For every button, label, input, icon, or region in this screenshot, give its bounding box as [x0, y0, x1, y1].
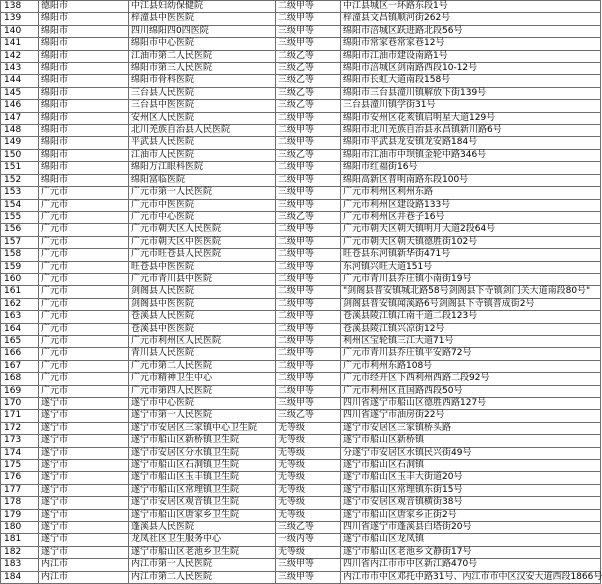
table-row [1, 112, 601, 124]
cell-no: 173 [1, 435, 39, 447]
cell-hospital: 江油市人民医院 [129, 149, 276, 161]
cell-level: 无等级 [276, 509, 341, 521]
table-row [1, 137, 601, 149]
cell-level: 无等级 [276, 546, 341, 558]
cell-no: 176 [1, 472, 39, 484]
cell-no: 159 [1, 261, 39, 273]
cell-hospital: 遂宁市船山区唐家乡卫生院 [129, 509, 276, 521]
cell-address: 苍溪县陵江镇兴凉街12号 [341, 323, 601, 335]
cell-city: 遂宁市 [39, 534, 129, 546]
table-row [1, 13, 601, 25]
cell-hospital: 广元市精神卫生中心 [129, 373, 276, 385]
cell-level: 二级甲等 [276, 261, 341, 273]
cell-no: 166 [1, 348, 39, 360]
cell-hospital: 剑阁县人民医院 [129, 286, 276, 298]
table-row [1, 261, 601, 273]
cell-address: 内江市市中区邓托中路31号、内江市市中区汉安大道西段1866号 [341, 571, 601, 583]
cell-address: 利州区宝轮镇三江大道71号 [341, 335, 601, 347]
cell-hospital: 蓬溪县人民医院 [129, 522, 276, 534]
table-row [1, 460, 601, 472]
table-row [1, 546, 601, 558]
cell-no: 162 [1, 298, 39, 310]
cell-city: 绵阳市 [39, 50, 129, 62]
cell-no: 146 [1, 100, 39, 112]
cell-hospital: 内江市第二人民医院 [129, 571, 276, 583]
cell-address: 绵阳市安州区花荄镇启明星大道129号 [341, 112, 601, 124]
table-body [1, 1, 601, 584]
cell-level: 二级甲等 [276, 348, 341, 360]
cell-city: 广元市 [39, 187, 129, 199]
cell-no: 184 [1, 571, 39, 583]
cell-city: 遂宁市 [39, 497, 129, 509]
cell-level: 无等级 [276, 447, 341, 459]
cell-address: 绵阳市江油市中坝镇金轮中路346号 [341, 149, 601, 161]
cell-no: 153 [1, 187, 39, 199]
cell-level: 二级甲等 [276, 311, 341, 323]
cell-no: 139 [1, 13, 39, 25]
cell-address: 广元市利州区井巷子16号 [341, 211, 601, 223]
cell-level: 二级甲等 [276, 385, 341, 397]
table-row [1, 149, 601, 161]
cell-hospital: 江油市第二人民医院 [129, 50, 276, 62]
cell-address: 绵阳市常家巷常家巷12号 [341, 38, 601, 50]
cell-no: 174 [1, 447, 39, 459]
table-row [1, 38, 601, 50]
cell-level: 无等级 [276, 497, 341, 509]
cell-hospital: 广元市第四人民医院 [129, 385, 276, 397]
cell-city: 内江市 [39, 559, 129, 571]
cell-no: 181 [1, 534, 39, 546]
cell-level: 无等级 [276, 484, 341, 496]
cell-city: 绵阳市 [39, 25, 129, 37]
cell-city: 广元市 [39, 311, 129, 323]
cell-hospital: 绵阳万江眼科医院 [129, 162, 276, 174]
cell-address: 遂宁市船山区唐家乡正街2号 [341, 509, 601, 521]
cell-city: 广元市 [39, 335, 129, 347]
cell-city: 广元市 [39, 199, 129, 211]
cell-level: 二级甲等 [276, 373, 341, 385]
cell-no: 175 [1, 460, 39, 472]
cell-address: 遂宁市安居区观音镇横街38号 [341, 497, 601, 509]
cell-no: 179 [1, 509, 39, 521]
cell-no: 158 [1, 249, 39, 261]
table-row [1, 422, 601, 434]
cell-city: 绵阳市 [39, 63, 129, 75]
cell-no: 150 [1, 149, 39, 161]
cell-address: "剑阁县普安镇城北路58号剑阁县下寺镇剑门关大道南段80号" [341, 286, 601, 298]
cell-city: 广元市 [39, 298, 129, 310]
cell-hospital: 三台县人民医院 [129, 87, 276, 99]
cell-city: 绵阳市 [39, 38, 129, 50]
cell-no: 145 [1, 87, 39, 99]
cell-city: 绵阳市 [39, 162, 129, 174]
table-row [1, 187, 601, 199]
cell-hospital: 广元市朝天区中医医院 [129, 236, 276, 248]
table-row [1, 509, 601, 521]
cell-city: 广元市 [39, 211, 129, 223]
table-row [1, 125, 601, 137]
cell-city: 绵阳市 [39, 13, 129, 25]
cell-address: 遂宁市安居区三家镇桥头路 [341, 422, 601, 434]
cell-city: 遂宁市 [39, 472, 129, 484]
cell-level: 二级甲等 [276, 286, 341, 298]
cell-address: 绵阳市三台县潼川镇解放下街139号 [341, 87, 601, 99]
cell-city: 广元市 [39, 249, 129, 261]
cell-hospital: 苍溪县中医医院 [129, 323, 276, 335]
cell-city: 广元市 [39, 273, 129, 285]
cell-no: 156 [1, 224, 39, 236]
cell-city: 广元市 [39, 261, 129, 273]
cell-city: 广元市 [39, 360, 129, 372]
table-row [1, 472, 601, 484]
cell-hospital: 广元市利州区人民医院 [129, 335, 276, 347]
cell-hospital: 旺苍县中医医院 [129, 261, 276, 273]
cell-hospital: 绵阳市骨科医院 [129, 75, 276, 87]
cell-hospital: 广元市第二人民医院 [129, 360, 276, 372]
cell-city: 遂宁市 [39, 460, 129, 472]
table-row [1, 162, 601, 174]
cell-no: 182 [1, 546, 39, 558]
cell-no: 152 [1, 174, 39, 186]
cell-address: 广元市经开区下西利州西路二段92号 [341, 373, 601, 385]
cell-address: 遂宁市船山区老池乡文静街17号 [341, 546, 601, 558]
cell-hospital: 广元市中心医院 [129, 211, 276, 223]
cell-address: 广元市朝天区朝天镇德胜街102号 [341, 236, 601, 248]
cell-hospital: 剑阁县中医医院 [129, 298, 276, 310]
table-row [1, 410, 601, 422]
table-row [1, 199, 601, 211]
table-row [1, 63, 601, 75]
cell-city: 绵阳市 [39, 149, 129, 161]
cell-level: 二级甲等 [276, 360, 341, 372]
cell-hospital: 梓潼县中医医院 [129, 13, 276, 25]
cell-hospital: 广元市第一人民医院 [129, 187, 276, 199]
cell-level: 无等级 [276, 435, 341, 447]
cell-no: 160 [1, 273, 39, 285]
cell-no: 165 [1, 335, 39, 347]
cell-level: 二级甲等 [276, 298, 341, 310]
cell-city: 广元市 [39, 286, 129, 298]
cell-city: 遂宁市 [39, 484, 129, 496]
cell-address: 遂宁市船山区常理镇东街15号 [341, 484, 601, 496]
cell-address: 广元市利州东路108号 [341, 360, 601, 372]
table-row [1, 447, 601, 459]
cell-hospital: 绵阳富临医院 [129, 174, 276, 186]
cell-address: 广元市青川县乔庄镇平安路72号 [341, 348, 601, 360]
table-row [1, 323, 601, 335]
cell-no: 141 [1, 38, 39, 50]
cell-city: 遂宁市 [39, 522, 129, 534]
cell-no: 171 [1, 410, 39, 422]
cell-level: 三级甲等 [276, 25, 341, 37]
cell-level: 三级乙等 [276, 410, 341, 422]
cell-hospital: 绵阳市第三人民医院 [129, 63, 276, 75]
table-row [1, 335, 601, 347]
cell-no: 164 [1, 323, 39, 335]
cell-no: 161 [1, 286, 39, 298]
cell-no: 142 [1, 50, 39, 62]
cell-no: 148 [1, 125, 39, 137]
cell-address: 四川省遂宁市蓬溪县白塔街20号 [341, 522, 601, 534]
table-row [1, 360, 601, 372]
cell-hospital: 遂宁市船山区老池乡卫生院 [129, 546, 276, 558]
cell-hospital: 广元市朝天区人民医院 [129, 224, 276, 236]
cell-level: 三级甲等 [276, 187, 341, 199]
cell-address: 剑阁县普安镇闻溪路6号剑阁县下寺镇普成街2号 [341, 298, 601, 310]
table-row [1, 1, 601, 13]
cell-address: 遂宁市船山区龙凤镇 [341, 534, 601, 546]
cell-no: 138 [1, 1, 39, 13]
cell-hospital: 中江县妇幼保健院 [129, 1, 276, 13]
table-row [1, 398, 601, 410]
table-row [1, 87, 601, 99]
table-row [1, 100, 601, 112]
table-row [1, 75, 601, 87]
cell-level: 二级甲等 [276, 13, 341, 25]
cell-address: 苍溪县陵江镇江南干道二段123号 [341, 311, 601, 323]
table-row [1, 298, 601, 310]
cell-hospital: 遂宁市船山区石洞镇卫生院 [129, 460, 276, 472]
cell-no: 155 [1, 211, 39, 223]
cell-address: 广元市利州区苴国路西段50号 [341, 385, 601, 397]
cell-city: 绵阳市 [39, 87, 129, 99]
table-row [1, 435, 601, 447]
cell-level: 三级甲等 [276, 571, 341, 583]
cell-city: 遂宁市 [39, 410, 129, 422]
cell-level: 三级乙等 [276, 211, 341, 223]
cell-city: 广元市 [39, 385, 129, 397]
cell-address: 遂宁市船山区新桥镇 [341, 435, 601, 447]
cell-hospital: 遂宁市船山区新桥镇卫生院 [129, 435, 276, 447]
cell-address: 绵阳市红福街16号 [341, 162, 601, 174]
cell-hospital: 遂宁市船山区玉丰镇卫生院 [129, 472, 276, 484]
cell-city: 广元市 [39, 373, 129, 385]
cell-no: 168 [1, 373, 39, 385]
cell-address: 三台县潼川镇学街31号 [341, 100, 601, 112]
cell-city: 遂宁市 [39, 422, 129, 434]
cell-no: 147 [1, 112, 39, 124]
cell-level: 二级甲等 [276, 162, 341, 174]
cell-hospital: 三台县中医医院 [129, 100, 276, 112]
cell-level: 二级甲等 [276, 125, 341, 137]
cell-address: 分遂宁市安居区水镇民兴街49号 [341, 447, 601, 459]
cell-city: 绵阳市 [39, 112, 129, 124]
cell-address: 绵阳市江油市建设南路1号 [341, 50, 601, 62]
cell-address: 四川省内江市市中区新江路470号 [341, 559, 601, 571]
table-row [1, 211, 601, 223]
cell-address: 绵阳市北川羌族自治县永昌镇新川路6号 [341, 125, 601, 137]
cell-no: 143 [1, 63, 39, 75]
cell-level: 二级甲等 [276, 273, 341, 285]
cell-hospital: 遂宁市安居区分水镇卫生院 [129, 447, 276, 459]
cell-hospital: 龙凤社区卫生服务中心 [129, 534, 276, 546]
cell-city: 遂宁市 [39, 509, 129, 521]
cell-hospital: 广元市旺苍县人民医院 [129, 249, 276, 261]
cell-city: 遂宁市 [39, 447, 129, 459]
cell-city: 遂宁市 [39, 435, 129, 447]
table-row [1, 50, 601, 62]
cell-hospital: 安州区人民医院 [129, 112, 276, 124]
cell-city: 德阳市 [39, 1, 129, 13]
cell-city: 遂宁市 [39, 546, 129, 558]
table-row [1, 497, 601, 509]
cell-hospital: 北川羌族自治县人民医院 [129, 125, 276, 137]
table-row [1, 522, 601, 534]
cell-address: 中江县城区一环路东段1号 [341, 1, 601, 13]
cell-no: 178 [1, 497, 39, 509]
cell-level: 三级甲等 [276, 398, 341, 410]
table-row [1, 571, 601, 583]
cell-address: 绵阳高新区普明南路东段100号 [341, 174, 601, 186]
cell-address: 绵阳市涪城区剑南路西段10-12号 [341, 63, 601, 75]
cell-no: 177 [1, 484, 39, 496]
cell-city: 广元市 [39, 323, 129, 335]
table-row [1, 484, 601, 496]
cell-city: 绵阳市 [39, 174, 129, 186]
cell-address: 遂宁市船山区石洞镇 [341, 460, 601, 472]
table-row [1, 249, 601, 261]
cell-level: 三级乙等 [276, 87, 341, 99]
cell-address: 东河镇兴旺大道151号 [341, 261, 601, 273]
table-row [1, 174, 601, 186]
cell-city: 广元市 [39, 348, 129, 360]
cell-hospital: 遂宁市第一人民医院 [129, 410, 276, 422]
table-row [1, 348, 601, 360]
cell-address: 广元市利州区建设路133号 [341, 199, 601, 211]
cell-address: 绵阳市涪城区跃进路北段56号 [341, 25, 601, 37]
cell-level: 二级甲等 [276, 174, 341, 186]
cell-city: 内江市 [39, 571, 129, 583]
cell-hospital: 青川县人民医院 [129, 348, 276, 360]
cell-level: 二级甲等 [276, 112, 341, 124]
cell-level: 三级乙等 [276, 149, 341, 161]
table-row [1, 286, 601, 298]
cell-hospital: 遂宁市安居区三家镇中心卫生院 [129, 422, 276, 434]
cell-level: 三级甲等 [276, 559, 341, 571]
cell-address: 广元市朝天区朝天镇明月大道2段64号 [341, 224, 601, 236]
table-row [1, 385, 601, 397]
cell-no: 167 [1, 360, 39, 372]
cell-level: 无等级 [276, 472, 341, 484]
cell-city: 广元市 [39, 224, 129, 236]
table-row [1, 311, 601, 323]
table-row [1, 224, 601, 236]
cell-no: 144 [1, 75, 39, 87]
cell-level: 一级丙等 [276, 534, 341, 546]
cell-hospital: 苍溪县人民医院 [129, 311, 276, 323]
table-row [1, 534, 601, 546]
cell-address: 梓潼县文昌镇顺河街262号 [341, 13, 601, 25]
table-row [1, 236, 601, 248]
cell-level: 无等级 [276, 460, 341, 472]
cell-city: 绵阳市 [39, 100, 129, 112]
cell-no: 172 [1, 422, 39, 434]
cell-address: 绵阳市平武县龙安镇龙安路184号 [341, 137, 601, 149]
cell-address: 绵阳市长虹大道南段158号 [341, 75, 601, 87]
cell-no: 151 [1, 162, 39, 174]
cell-address: 四川省遂宁市油房街22号 [341, 410, 601, 422]
cell-hospital: 四川绵阳四0四医院 [129, 25, 276, 37]
cell-level: 三级甲等 [276, 199, 341, 211]
cell-no: 183 [1, 559, 39, 571]
cell-hospital: 遂宁市安居区观音镇卫生院 [129, 497, 276, 509]
cell-hospital: 平武县人民医院 [129, 137, 276, 149]
cell-level: 二级甲等 [276, 323, 341, 335]
cell-hospital: 遂宁市中心医院 [129, 398, 276, 410]
cell-hospital: 广元市青川县中医院 [129, 273, 276, 285]
cell-no: 180 [1, 522, 39, 534]
cell-no: 154 [1, 199, 39, 211]
cell-address: 广元市利州区利州东路 [341, 187, 601, 199]
cell-level: 三级乙等 [276, 75, 341, 87]
cell-city: 绵阳市 [39, 75, 129, 87]
cell-address: 广元市青川县乔庄镇小南街19号 [341, 273, 601, 285]
cell-level: 三级乙等 [276, 100, 341, 112]
cell-address: 遂宁市船山区玉丰大街道20号 [341, 472, 601, 484]
cell-no: 163 [1, 311, 39, 323]
cell-no: 140 [1, 25, 39, 37]
cell-hospital: 广元市中医医院 [129, 199, 276, 211]
cell-level: 无等级 [276, 422, 341, 434]
cell-level: 三级乙等 [276, 63, 341, 75]
cell-level: 二级乙等 [276, 50, 341, 62]
cell-level: 二级甲等 [276, 137, 341, 149]
cell-city: 遂宁市 [39, 398, 129, 410]
cell-level: 二级甲等 [276, 236, 341, 248]
cell-city: 绵阳市 [39, 125, 129, 137]
cell-level: 三级乙等 [276, 522, 341, 534]
cell-hospital: 绵阳市中心医院 [129, 38, 276, 50]
cell-level: 二级甲等 [276, 335, 341, 347]
cell-level: 二级甲等 [276, 249, 341, 261]
cell-city: 绵阳市 [39, 137, 129, 149]
cell-hospital: 内江市第一人民医院 [129, 559, 276, 571]
cell-level: 二级甲等 [276, 224, 341, 236]
cell-address: 四川省遂宁市船山区德胜西路127号 [341, 398, 601, 410]
cell-address: 旺苍县东河镇新华街471号 [341, 249, 601, 261]
table-row [1, 273, 601, 285]
cell-level: 三级甲等 [276, 38, 341, 50]
cell-level: 二级甲等 [276, 1, 341, 13]
table-row [1, 373, 601, 385]
table-row [1, 559, 601, 571]
table-row [1, 25, 601, 37]
cell-city: 广元市 [39, 236, 129, 248]
cell-no: 149 [1, 137, 39, 149]
cell-no: 157 [1, 236, 39, 248]
cell-no: 169 [1, 385, 39, 397]
cell-hospital: 遂宁市船山区常理镇卫生院 [129, 484, 276, 496]
cell-no: 170 [1, 398, 39, 410]
